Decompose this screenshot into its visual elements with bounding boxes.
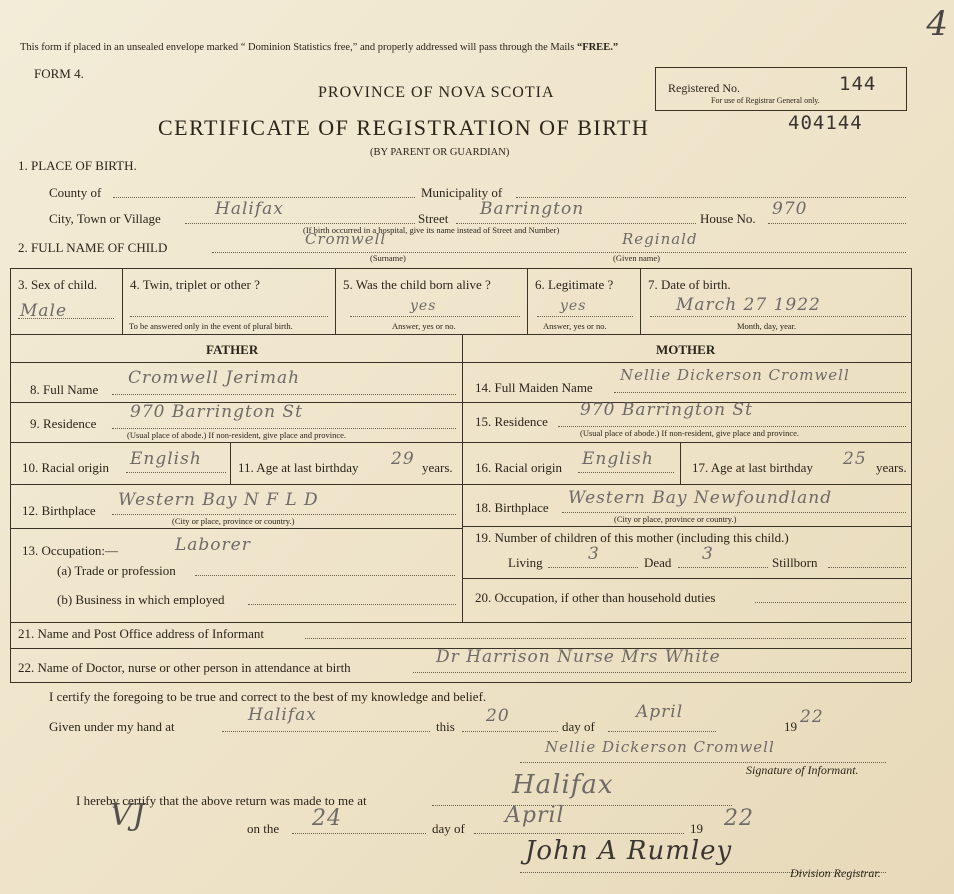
mail-free-text: “FREE.” [576, 42, 619, 53]
father-row12-border [10, 528, 462, 529]
registrar-statement: I hereby certify that the above return was made to me at [76, 793, 367, 808]
child-given-value: Reginald [622, 230, 698, 248]
child-name-label: 2. FULL NAME OF CHILD [18, 240, 168, 255]
city-line [185, 223, 415, 224]
certify-month-value: April [636, 702, 684, 722]
registrar-caption: Division Registrar. [790, 866, 881, 880]
sex-label: 3. Sex of child. [18, 277, 98, 292]
informant-signature-caption: Signature of Informant. [746, 763, 859, 777]
given-place-value: Halifax [248, 705, 317, 725]
mother-birthplace-line [562, 512, 906, 513]
registrar-day-line [292, 833, 426, 834]
mother-row16-border [462, 484, 911, 485]
certify-day-of-label: day of [562, 719, 595, 734]
father-age-value: 29 [391, 449, 415, 469]
row3-divider-1 [122, 268, 123, 334]
legitimate-value: yes [560, 298, 587, 314]
father-birthplace-value: Western Bay N F L D [118, 490, 319, 510]
registered-number: 144 [839, 73, 877, 95]
child-surname-value: Cromwell [305, 230, 387, 248]
legitimate-line [537, 316, 633, 317]
father-residence-value: 970 Barrington St [130, 402, 303, 422]
stamped-number: 404144 [788, 112, 863, 134]
informant-signature: Nellie Dickerson Cromwell [545, 738, 775, 756]
twin-line [130, 316, 328, 317]
born-alive-line [350, 316, 520, 317]
street-label: Street [418, 211, 449, 226]
street-value: Barrington [480, 199, 585, 219]
house-number-label: House No. [700, 211, 756, 226]
mother-row19-border [462, 578, 911, 579]
mother-heading: MOTHER [656, 342, 716, 357]
stillborn-label: Stillborn [772, 555, 818, 570]
date-of-birth-value: March 27 1922 [676, 295, 821, 315]
mother-residence-line [558, 426, 906, 427]
mail-notice [20, 42, 618, 53]
living-value: 3 [588, 544, 600, 564]
father-residence-line [112, 428, 456, 429]
registrar-month-line [474, 833, 684, 834]
mother-row18-border [462, 526, 911, 527]
form-right-border [911, 268, 912, 682]
mother-racial-value: English [582, 449, 654, 469]
father-racial-line [126, 472, 226, 473]
certify-year-value: 22 [800, 707, 824, 727]
born-alive-note: Answer, yes or no. [392, 321, 456, 331]
father-age-label: 11. Age at last birthday [238, 460, 359, 475]
dead-line [678, 567, 768, 568]
mother-age-value: 25 [843, 449, 867, 469]
registrar-year-prefix: 19 [690, 821, 703, 836]
father-birthplace-label: 12. Birthplace [22, 503, 96, 518]
row3-divider-4 [640, 268, 641, 334]
father-name-line [112, 394, 456, 395]
hospital-note: (If birth occurred in a hospital, give its name instead of Street and Number) [303, 225, 560, 235]
father-trade-label: (a) Trade or profession [57, 563, 176, 578]
living-label: Living [508, 555, 543, 570]
row3-divider-2 [335, 268, 336, 334]
house-number-value: 970 [772, 199, 808, 219]
born-alive-value: yes [410, 298, 437, 314]
this-label: this [436, 719, 455, 734]
corner-mark: 4 [926, 4, 948, 44]
given-under-label: Given under my hand at [49, 719, 175, 734]
row3-bottom-border [10, 334, 911, 335]
mother-maiden-line [614, 392, 906, 393]
registrar-initials: VJ [110, 798, 146, 833]
registered-label: Registered No. [668, 81, 740, 95]
informant-line [305, 638, 906, 639]
father-heading: FATHER [206, 342, 259, 357]
child-name-line [212, 252, 906, 253]
parents-bottom-border [10, 622, 911, 623]
certify-day-line [462, 731, 558, 732]
certify-year-prefix: 19 [784, 719, 797, 734]
mother-birthplace-label: 18. Birthplace [475, 500, 549, 515]
date-of-birth-line [650, 316, 906, 317]
parents-heading-border [10, 362, 911, 363]
mother-maiden-value: Nellie Dickerson Cromwell [620, 366, 850, 384]
twin-label: 4. Twin, triplet or other ? [130, 277, 260, 292]
on-the-label: on the [247, 821, 280, 836]
legitimate-label: 6. Legitimate ? [535, 277, 614, 292]
father-occupation-label: 13. Occupation:— [22, 543, 119, 558]
born-alive-label: 5. Was the child born alive ? [343, 277, 491, 292]
sex-value: Male [20, 301, 68, 321]
house-number-line [768, 223, 906, 224]
certificate-title: CERTIFICATE OF REGISTRATION OF BIRTH [158, 115, 650, 140]
dead-value: 3 [702, 544, 714, 564]
mother-residence-label: 15. Residence [475, 414, 548, 429]
given-place-line [222, 731, 430, 732]
father-name-label: 8. Full Name [30, 382, 99, 397]
registrar-use-note: For use of Registrar General only. [711, 96, 820, 105]
father-business-label: (b) Business in which employed [57, 592, 225, 607]
mother-age-label: 17. Age at last birthday [692, 460, 813, 475]
dead-label: Dead [644, 555, 672, 570]
sex-line [18, 318, 114, 319]
doctor-label: 22. Name of Doctor, nurse or other person in attendance at birth [18, 660, 351, 675]
registrar-day-of-label: day of [432, 821, 465, 836]
certify-day-value: 20 [486, 706, 510, 726]
mother-residence-value: 970 Barrington St [580, 400, 753, 420]
municipality-label: Municipality of [421, 185, 503, 200]
mother-birthplace-note: (City or place, province or country.) [614, 514, 737, 524]
registered-box [655, 67, 907, 111]
doctor-value: Dr Harrison Nurse Mrs White [436, 647, 721, 667]
date-of-birth-note: Month, day, year. [737, 321, 797, 331]
mother-occupation-label: 20. Occupation, if other than household duties [475, 590, 716, 605]
mother-racial-label: 16. Racial origin [475, 460, 563, 475]
father-birthplace-line [112, 514, 456, 515]
mother-row16-divider [680, 442, 681, 484]
surname-caption: (Surname) [370, 253, 406, 263]
father-occupation-value: Laborer [175, 535, 251, 555]
registrar-signature: John A Rumley [525, 836, 733, 866]
mother-racial-line [578, 472, 674, 473]
given-name-caption: (Given name) [613, 253, 660, 263]
form-number: FORM 4. [34, 66, 84, 81]
father-row10-border [10, 484, 462, 485]
stillborn-line [828, 567, 906, 568]
sec22-border [10, 682, 911, 683]
mother-age-years: years. [876, 460, 907, 475]
mail-notice-text: This form if placed in an unsealed envelope marked “ Dominion Statistics free,” and properly addressed will pass through the Mails [20, 42, 575, 53]
certify-month-line [608, 731, 716, 732]
father-row9-border [10, 442, 462, 443]
registrar-month-value: April [505, 803, 565, 828]
mother-maiden-label: 14. Full Maiden Name [475, 380, 593, 395]
mother-children-label: 19. Number of children of this mother (including this child.) [475, 530, 789, 545]
father-racial-label: 10. Racial origin [22, 460, 110, 475]
city-label: City, Town or Village [49, 211, 161, 226]
form-left-border [10, 268, 11, 682]
registrar-day-value: 24 [312, 806, 342, 831]
registrar-place-line [432, 805, 732, 806]
certify-statement: I certify the foregoing to be true and correct to the best of my knowledge and belief. [49, 689, 487, 704]
legitimate-note: Answer, yes or no. [543, 321, 607, 331]
row3-divider-3 [527, 268, 528, 334]
municipality-line [516, 197, 906, 198]
mother-row15-border [462, 442, 911, 443]
father-name-value: Cromwell Jerimah [128, 368, 301, 388]
date-of-birth-label: 7. Date of birth. [648, 277, 731, 292]
twin-note: To be answered only in the event of plural birth. [129, 321, 293, 331]
registrar-place-value: Halifax [512, 770, 614, 800]
father-business-line [248, 604, 456, 605]
father-birthplace-note: (City or place, province or country.) [172, 516, 295, 526]
mother-occupation-line [755, 602, 906, 603]
father-residence-label: 9. Residence [30, 416, 97, 431]
mother-birthplace-value: Western Bay Newfoundland [568, 488, 833, 508]
place-of-birth-label: 1. PLACE OF BIRTH. [18, 158, 137, 173]
registrar-year-value: 22 [724, 806, 754, 831]
living-line [548, 567, 638, 568]
father-residence-note: (Usual place of abode.) If non-resident, give place and province. [127, 430, 347, 440]
informant-label: 21. Name and Post Office address of Informant [18, 626, 264, 641]
county-label: County of [49, 185, 102, 200]
father-trade-line [195, 575, 455, 576]
province-heading: PROVINCE OF NOVA SCOTIA [318, 84, 555, 101]
father-row10-divider [230, 442, 231, 484]
street-line [456, 223, 696, 224]
father-racial-value: English [130, 449, 202, 469]
city-value: Halifax [215, 199, 284, 219]
row3-top-border [10, 268, 911, 269]
mother-residence-note: (Usual place of abode.) If non-resident, give place and province. [580, 428, 800, 438]
certificate-subtitle: (BY PARENT OR GUARDIAN) [370, 147, 510, 158]
father-age-years: years. [422, 460, 453, 475]
doctor-line [413, 672, 906, 673]
county-line [113, 197, 415, 198]
